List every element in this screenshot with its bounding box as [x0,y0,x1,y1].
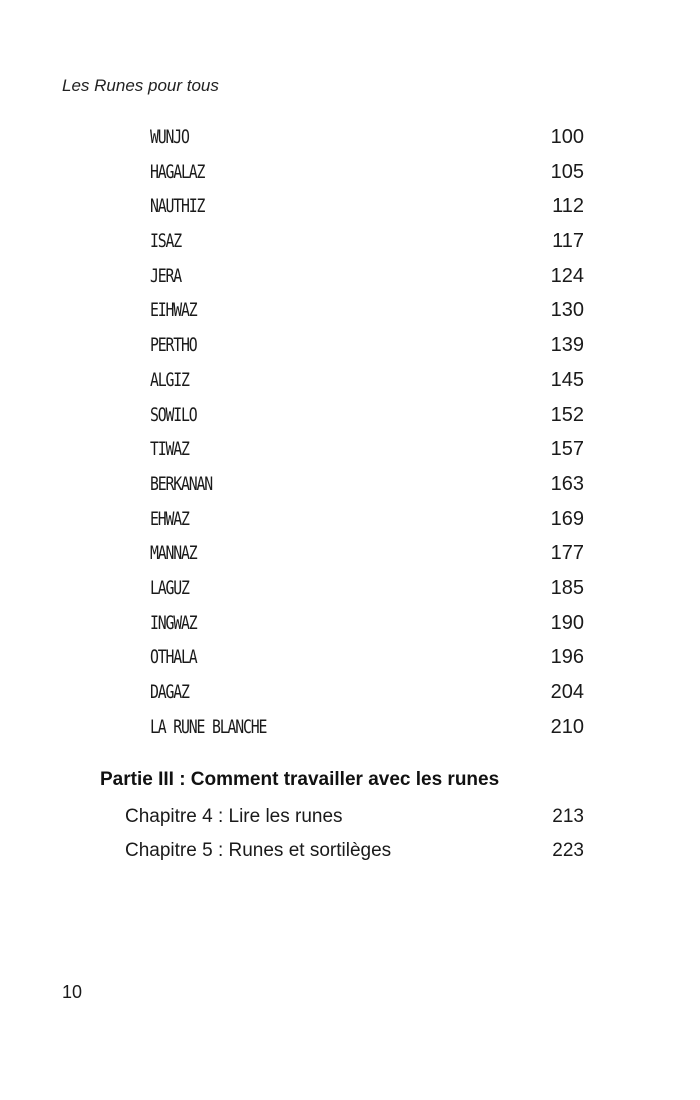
chapter-entry[interactable] [125,800,584,834]
toc-entry-title: INGWAZ [150,611,197,634]
toc-entry[interactable] [150,467,584,502]
toc-entry-title: SOWILO [150,403,197,426]
toc-entry[interactable] [150,432,584,467]
toc-entry-title: PERTHO [150,334,197,357]
chapter-page: 223 [552,840,584,861]
running-head-title: Les Runes pour tous [62,76,219,95]
toc-entry[interactable] [150,398,584,433]
toc-entry-title: EIHWAZ [150,299,197,322]
chapter-entry[interactable] [125,834,584,868]
toc-entry[interactable] [150,640,584,675]
toc-entry-title: DAGAZ [150,681,189,703]
toc-entry-title: LA RUNE BLANCHE [150,715,267,738]
toc-entry-page: 112 [552,195,584,218]
toc-entry-title: NAUTHIZ [150,195,205,218]
toc-entry-title: JERA [150,264,182,287]
toc-entry-title: BERKANAN [150,472,213,495]
toc-entry[interactable] [150,120,584,155]
toc-entry[interactable] [150,606,584,641]
toc-entry[interactable] [150,536,584,571]
toc-entry[interactable] [150,155,584,190]
toc-entry-page: 163 [550,472,584,495]
toc-entry-page: 185 [550,576,584,599]
toc-entry-page: 145 [550,368,584,391]
toc-entry-title: TIWAZ [150,438,189,461]
chapter-page: 213 [552,806,584,827]
toc-entry[interactable] [150,189,584,224]
toc-entry-title: MANNAZ [150,542,197,565]
toc-entry-title: LAGUZ [150,576,189,599]
part-heading[interactable]: Partie III : Comment travailler avec les runes [100,769,500,790]
toc-entry-page: 210 [550,715,584,738]
toc-entry-title: EHWAZ [150,507,189,530]
toc-entry-page: 139 [550,334,584,357]
toc-entry-title: HAGALAZ [150,160,205,183]
toc-entry-page: 196 [550,646,584,669]
toc-entry[interactable] [150,710,584,745]
toc-entry[interactable] [150,571,584,606]
toc-entry-title: WUNJO [150,126,189,148]
toc-entry-title: ALGIZ [150,368,189,391]
toc-entry-page: 190 [550,611,584,634]
toc-entry[interactable] [150,502,584,537]
toc-entry-page: 105 [550,160,584,183]
toc-entry-page: 157 [550,438,584,461]
toc-entry-page: 169 [550,507,584,530]
chapter-title: Chapitre 4 : Lire les runes [125,806,343,827]
rune-toc-list [150,120,584,744]
toc-entry[interactable] [150,675,584,710]
toc-entry-page: 152 [550,403,584,426]
toc-entry-page: 117 [552,230,584,253]
chapter-title: Chapitre 5 : Runes et sortilèges [125,840,392,861]
toc-entry-page: 177 [550,542,584,565]
toc-entry-title: OTHALA [150,646,197,669]
toc-entry[interactable] [150,259,584,294]
toc-entry[interactable] [150,293,584,328]
toc-entry-page: 130 [550,299,584,322]
toc-entry-page: 100 [550,126,584,148]
toc-entry-page: 124 [550,264,584,287]
chapter-toc-list [125,800,584,868]
toc-entry[interactable] [150,363,584,398]
page-number: 10 [62,982,83,1002]
toc-entry[interactable] [150,224,584,259]
toc-entry[interactable] [150,328,584,363]
toc-entry-page: 204 [550,681,584,703]
toc-entry-title: ISAZ [150,230,182,253]
